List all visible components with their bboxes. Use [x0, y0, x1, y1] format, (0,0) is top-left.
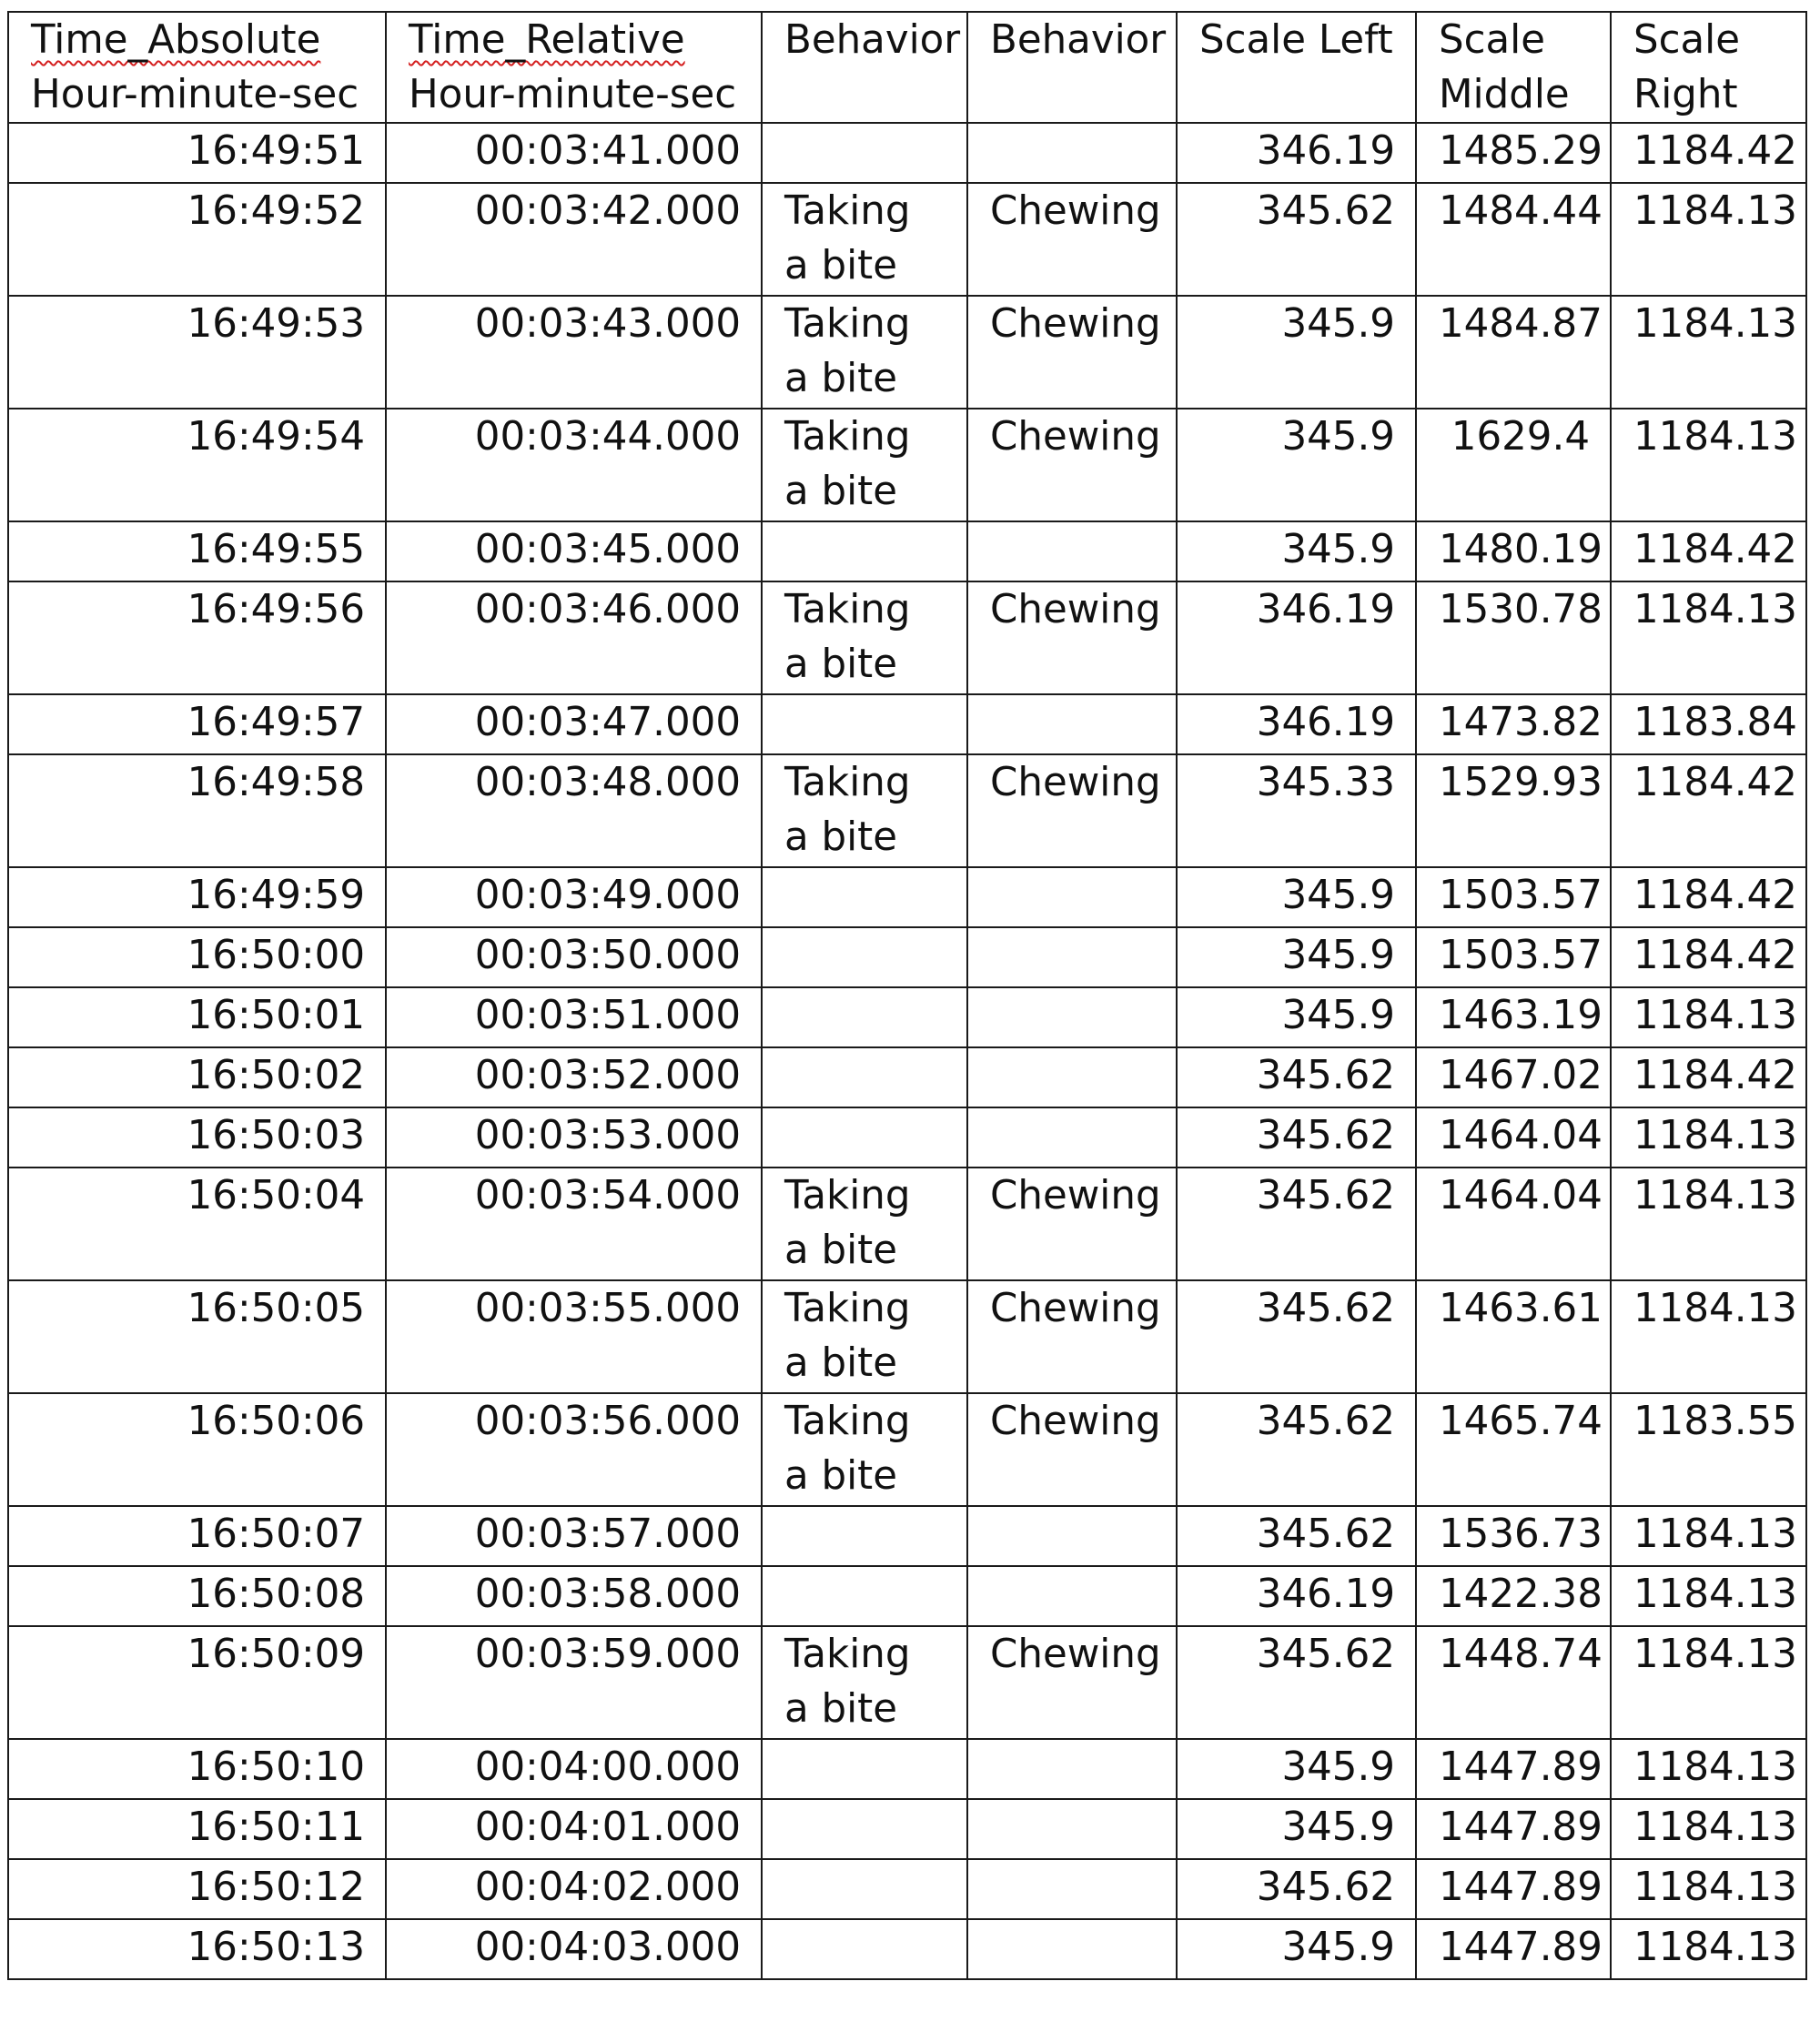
- header-behavior-2-title: Behavior: [990, 17, 1167, 63]
- scale-right-cell: 1184.42: [1611, 521, 1806, 581]
- time-relative-cell: 00:03:55.000: [386, 1280, 762, 1393]
- scale-right-cell: 1184.13: [1611, 1280, 1806, 1393]
- time-absolute-cell: 16:49:56: [8, 581, 386, 694]
- scale-right-cell: 1184.13: [1611, 1919, 1806, 1979]
- time-absolute-cell: 16:50:04: [8, 1168, 386, 1280]
- scale-middle-cell: 1463.61: [1416, 1280, 1611, 1393]
- scale-left-cell: 345.9: [1177, 927, 1416, 987]
- time-relative-cell: 00:04:01.000: [386, 1799, 762, 1859]
- header-time-absolute: [8, 12, 386, 123]
- scale-left-cell: 345.62: [1177, 183, 1416, 296]
- time-absolute-cell: 16:49:57: [8, 694, 386, 754]
- time-absolute-cell: 16:50:08: [8, 1566, 386, 1626]
- time-relative-cell: 00:03:45.000: [386, 521, 762, 581]
- scale-right-cell: 1183.55: [1611, 1393, 1806, 1506]
- scale-right-cell: 1184.42: [1611, 927, 1806, 987]
- behavior-scale-table: [7, 11, 1807, 1980]
- scale-middle-cell: 1485.29: [1416, 123, 1611, 183]
- time-absolute-cell: 16:49:53: [8, 296, 386, 409]
- scale-left-cell: 345.62: [1177, 1506, 1416, 1566]
- scale-right-cell: 1184.13: [1611, 1168, 1806, 1280]
- behavior-action-cell: Taking a bite: [762, 183, 967, 296]
- scale-left-cell: 345.62: [1177, 1168, 1416, 1280]
- time-relative-cell: 00:03:46.000: [386, 581, 762, 694]
- scale-right-cell: 1184.13: [1611, 296, 1806, 409]
- behavior-state-cell: Chewing: [967, 409, 1177, 521]
- scale-middle-cell: 1464.04: [1416, 1168, 1611, 1280]
- behavior-state-cell: Chewing: [967, 296, 1177, 409]
- behavior-action-cell: [762, 694, 967, 754]
- behavior-action-cell: [762, 1919, 967, 1979]
- scale-right-cell: 1184.13: [1611, 1506, 1806, 1566]
- time-relative-cell: 00:03:58.000: [386, 1566, 762, 1626]
- time-absolute-cell: 16:50:00: [8, 927, 386, 987]
- table-row: [8, 521, 1806, 581]
- scale-left-cell: 346.19: [1177, 581, 1416, 694]
- behavior-action-cell: [762, 1506, 967, 1566]
- scale-left-cell: 345.62: [1177, 1393, 1416, 1506]
- behavior-state-cell: [967, 123, 1177, 183]
- time-absolute-cell: 16:49:51: [8, 123, 386, 183]
- behavior-state-cell: [967, 867, 1177, 927]
- time-absolute-cell: 16:50:12: [8, 1859, 386, 1919]
- table-row: [8, 1506, 1806, 1566]
- scale-right-cell: 1184.42: [1611, 123, 1806, 183]
- table-row: [8, 296, 1806, 409]
- scale-middle-cell: 1473.82: [1416, 694, 1611, 754]
- behavior-action-cell: [762, 1566, 967, 1626]
- header-time-relative: [386, 12, 762, 123]
- table-row: [8, 1799, 1806, 1859]
- scale-left-cell: 345.9: [1177, 409, 1416, 521]
- scale-left-cell: 345.9: [1177, 867, 1416, 927]
- scale-right-cell: 1184.13: [1611, 987, 1806, 1047]
- table-row: [8, 1566, 1806, 1626]
- header-time-absolute-unit: Hour-minute-sec: [31, 72, 359, 117]
- scale-middle-cell: 1503.57: [1416, 927, 1611, 987]
- behavior-state-cell: Chewing: [967, 754, 1177, 867]
- behavior-state-cell: Chewing: [967, 581, 1177, 694]
- header-time-relative-unit: Hour-minute-sec: [409, 72, 737, 117]
- behavior-state-cell: [967, 694, 1177, 754]
- time-absolute-cell: 16:50:02: [8, 1047, 386, 1107]
- time-absolute-cell: 16:50:13: [8, 1919, 386, 1979]
- behavior-state-cell: [967, 1859, 1177, 1919]
- header-behavior-1-title: Behavior: [784, 17, 961, 63]
- scale-right-cell: 1184.13: [1611, 1107, 1806, 1168]
- time-absolute-cell: 16:49:58: [8, 754, 386, 867]
- table-row: [8, 1739, 1806, 1799]
- time-absolute-cell: 16:50:05: [8, 1280, 386, 1393]
- scale-middle-cell: 1484.87: [1416, 296, 1611, 409]
- time-relative-cell: 00:03:56.000: [386, 1393, 762, 1506]
- scale-left-cell: 345.9: [1177, 1739, 1416, 1799]
- time-relative-cell: 00:03:43.000: [386, 296, 762, 409]
- header-scale-right-sub: Right: [1633, 72, 1738, 117]
- scale-right-cell: 1184.13: [1611, 1859, 1806, 1919]
- table-row: [8, 183, 1806, 296]
- scale-right-cell: 1184.42: [1611, 867, 1806, 927]
- scale-left-cell: 345.62: [1177, 1626, 1416, 1739]
- data-table-document: [7, 11, 1805, 1980]
- scale-right-cell: 1184.42: [1611, 1047, 1806, 1107]
- scale-right-cell: 1184.13: [1611, 581, 1806, 694]
- header-scale-middle: [1416, 12, 1611, 123]
- time-relative-cell: 00:03:54.000: [386, 1168, 762, 1280]
- scale-middle-cell: 1484.44: [1416, 183, 1611, 296]
- behavior-action-cell: [762, 1739, 967, 1799]
- scale-left-cell: 345.62: [1177, 1859, 1416, 1919]
- scale-left-cell: 346.19: [1177, 694, 1416, 754]
- scale-left-cell: 345.62: [1177, 1107, 1416, 1168]
- table-row: [8, 581, 1806, 694]
- table-row: [8, 1919, 1806, 1979]
- scale-left-cell: 345.62: [1177, 1047, 1416, 1107]
- scale-middle-cell: 1467.02: [1416, 1047, 1611, 1107]
- header-scale-left-title: Scale Left: [1199, 17, 1393, 63]
- behavior-action-cell: [762, 123, 967, 183]
- table-row: [8, 1859, 1806, 1919]
- time-relative-cell: 00:03:44.000: [386, 409, 762, 521]
- time-absolute-cell: 16:49:54: [8, 409, 386, 521]
- scale-middle-cell: 1529.93: [1416, 754, 1611, 867]
- scale-middle-cell: 1447.89: [1416, 1799, 1611, 1859]
- scale-middle-cell: 1447.89: [1416, 1919, 1611, 1979]
- time-absolute-cell: 16:50:01: [8, 987, 386, 1047]
- behavior-state-cell: [967, 1047, 1177, 1107]
- table-row: [8, 754, 1806, 867]
- table-row: [8, 987, 1806, 1047]
- behavior-state-cell: [967, 1566, 1177, 1626]
- scale-middle-cell: 1503.57: [1416, 867, 1611, 927]
- behavior-action-cell: [762, 1107, 967, 1168]
- scale-middle-cell: 1465.74: [1416, 1393, 1611, 1506]
- table-row: [8, 1168, 1806, 1280]
- time-absolute-cell: 16:49:52: [8, 183, 386, 296]
- behavior-action-cell: [762, 927, 967, 987]
- header-behavior-1: [762, 12, 967, 123]
- behavior-state-cell: Chewing: [967, 1168, 1177, 1280]
- behavior-state-cell: [967, 1919, 1177, 1979]
- time-relative-cell: 00:03:47.000: [386, 694, 762, 754]
- time-absolute-cell: 16:50:07: [8, 1506, 386, 1566]
- time-relative-cell: 00:04:00.000: [386, 1739, 762, 1799]
- scale-left-cell: 345.9: [1177, 987, 1416, 1047]
- behavior-state-cell: [967, 1799, 1177, 1859]
- time-absolute-cell: 16:50:11: [8, 1799, 386, 1859]
- behavior-action-cell: [762, 1859, 967, 1919]
- time-absolute-cell: 16:50:06: [8, 1393, 386, 1506]
- behavior-state-cell: Chewing: [967, 1280, 1177, 1393]
- behavior-action-cell: Taking a bite: [762, 1280, 967, 1393]
- scale-middle-cell: 1464.04: [1416, 1107, 1611, 1168]
- scale-middle-cell: 1536.73: [1416, 1506, 1611, 1566]
- behavior-action-cell: Taking a bite: [762, 581, 967, 694]
- behavior-action-cell: Taking a bite: [762, 754, 967, 867]
- scale-left-cell: 346.19: [1177, 123, 1416, 183]
- table-row: [8, 123, 1806, 183]
- time-relative-cell: 00:03:50.000: [386, 927, 762, 987]
- time-relative-cell: 00:03:49.000: [386, 867, 762, 927]
- header-time-relative-title: Time_Relative: [409, 17, 685, 63]
- scale-middle-cell: 1480.19: [1416, 521, 1611, 581]
- table-row: [8, 867, 1806, 927]
- scale-right-cell: 1184.13: [1611, 1799, 1806, 1859]
- behavior-state-cell: [967, 1506, 1177, 1566]
- scale-right-cell: 1184.13: [1611, 1626, 1806, 1739]
- behavior-state-cell: Chewing: [967, 1393, 1177, 1506]
- behavior-state-cell: Chewing: [967, 183, 1177, 296]
- behavior-action-cell: [762, 867, 967, 927]
- scale-right-cell: 1184.13: [1611, 1739, 1806, 1799]
- time-relative-cell: 00:03:51.000: [386, 987, 762, 1047]
- scale-left-cell: 345.9: [1177, 1799, 1416, 1859]
- scale-middle-cell: 1530.78: [1416, 581, 1611, 694]
- table-row: [8, 409, 1806, 521]
- table-row: [8, 1393, 1806, 1506]
- header-scale-right: [1611, 12, 1806, 123]
- table-row: [8, 1047, 1806, 1107]
- behavior-action-cell: [762, 1047, 967, 1107]
- behavior-state-cell: [967, 521, 1177, 581]
- time-relative-cell: 00:04:02.000: [386, 1859, 762, 1919]
- scale-right-cell: 1183.84: [1611, 694, 1806, 754]
- scale-right-cell: 1184.13: [1611, 1566, 1806, 1626]
- time-absolute-cell: 16:50:03: [8, 1107, 386, 1168]
- time-relative-cell: 00:03:42.000: [386, 183, 762, 296]
- behavior-action-cell: [762, 987, 967, 1047]
- behavior-state-cell: [967, 1107, 1177, 1168]
- time-absolute-cell: 16:50:09: [8, 1626, 386, 1739]
- header-time-absolute-title: Time_Absolute: [31, 17, 321, 63]
- scale-right-cell: 1184.13: [1611, 183, 1806, 296]
- behavior-action-cell: Taking a bite: [762, 296, 967, 409]
- scale-right-cell: 1184.13: [1611, 409, 1806, 521]
- behavior-action-cell: [762, 1799, 967, 1859]
- scale-middle-cell: 1447.89: [1416, 1859, 1611, 1919]
- scale-left-cell: 346.19: [1177, 1566, 1416, 1626]
- header-row: [8, 12, 1806, 123]
- scale-left-cell: 345.33: [1177, 754, 1416, 867]
- behavior-action-cell: Taking a bite: [762, 409, 967, 521]
- header-scale-left: [1177, 12, 1416, 123]
- scale-middle-cell: 1447.89: [1416, 1739, 1611, 1799]
- scale-middle-cell: 1448.74: [1416, 1626, 1611, 1739]
- table-row: [8, 1107, 1806, 1168]
- time-relative-cell: 00:03:53.000: [386, 1107, 762, 1168]
- scale-middle-cell: 1629.4: [1416, 409, 1611, 521]
- scale-middle-cell: 1463.19: [1416, 987, 1611, 1047]
- time-absolute-cell: 16:49:55: [8, 521, 386, 581]
- header-behavior-2: [967, 12, 1177, 123]
- header-scale-right-title: Scale: [1633, 17, 1741, 63]
- time-relative-cell: 00:03:48.000: [386, 754, 762, 867]
- behavior-state-cell: Chewing: [967, 1626, 1177, 1739]
- behavior-state-cell: [967, 987, 1177, 1047]
- behavior-state-cell: [967, 1739, 1177, 1799]
- time-relative-cell: 00:03:52.000: [386, 1047, 762, 1107]
- behavior-state-cell: [967, 927, 1177, 987]
- header-scale-middle-title: Scale: [1439, 17, 1546, 63]
- time-relative-cell: 00:03:59.000: [386, 1626, 762, 1739]
- table-row: [8, 1280, 1806, 1393]
- table-row: [8, 694, 1806, 754]
- time-absolute-cell: 16:50:10: [8, 1739, 386, 1799]
- behavior-action-cell: [762, 521, 967, 581]
- scale-left-cell: 345.62: [1177, 1280, 1416, 1393]
- scale-left-cell: 345.9: [1177, 296, 1416, 409]
- time-absolute-cell: 16:49:59: [8, 867, 386, 927]
- table-row: [8, 927, 1806, 987]
- scale-left-cell: 345.9: [1177, 1919, 1416, 1979]
- scale-left-cell: 345.9: [1177, 521, 1416, 581]
- time-relative-cell: 00:03:57.000: [386, 1506, 762, 1566]
- scale-right-cell: 1184.42: [1611, 754, 1806, 867]
- table-body: [8, 123, 1806, 1979]
- table-row: [8, 1626, 1806, 1739]
- header-scale-middle-sub: Middle: [1439, 72, 1570, 117]
- behavior-action-cell: Taking a bite: [762, 1168, 967, 1280]
- behavior-action-cell: Taking a bite: [762, 1393, 967, 1506]
- behavior-action-cell: Taking a bite: [762, 1626, 967, 1739]
- scale-middle-cell: 1422.38: [1416, 1566, 1611, 1626]
- time-relative-cell: 00:04:03.000: [386, 1919, 762, 1979]
- time-relative-cell: 00:03:41.000: [386, 123, 762, 183]
